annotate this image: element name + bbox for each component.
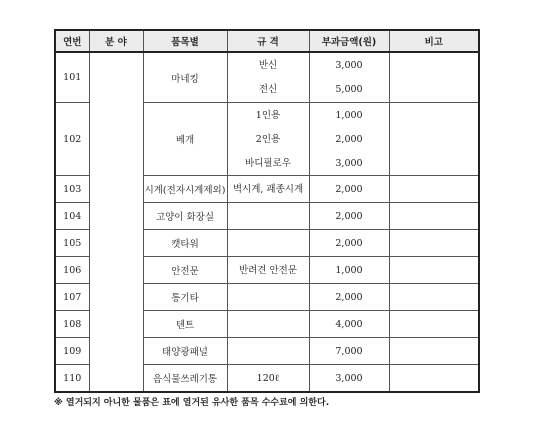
cell-fee bbox=[309, 52, 389, 103]
table-body bbox=[55, 52, 479, 392]
cell-fee-value: 5,000 bbox=[335, 84, 363, 96]
cell-fee bbox=[309, 176, 389, 203]
header-no: 연번 bbox=[55, 30, 89, 52]
cell-item: 시계(전자시계제외) bbox=[143, 176, 227, 203]
cell-no: 105 bbox=[55, 230, 89, 257]
cell-fee-value: 4,000 bbox=[335, 318, 363, 330]
cell-spec bbox=[227, 103, 309, 176]
cell-no: 110 bbox=[55, 365, 89, 393]
cell-spec-value: 전신 bbox=[258, 84, 278, 96]
cell-item: 마네킹 bbox=[143, 52, 227, 103]
cell-fee-value: 1,000 bbox=[335, 264, 363, 276]
cell-fee-value: 3,000 bbox=[335, 157, 363, 169]
header-item: 품목별 bbox=[143, 30, 227, 52]
cell-item: 베개 bbox=[143, 103, 227, 176]
cell-spec-value: 벽시계, 괘종시계 bbox=[232, 183, 304, 195]
cell-spec-value: 2인용 bbox=[255, 133, 281, 145]
cell-note bbox=[389, 52, 479, 103]
cell-item: 텐트 bbox=[143, 311, 227, 338]
cell-item: 통기타 bbox=[143, 284, 227, 311]
cell-no: 101 bbox=[55, 52, 89, 103]
cell-spec-value: 반려견 안전문 bbox=[238, 264, 298, 276]
cell-fee bbox=[309, 365, 389, 393]
cell-fee bbox=[309, 338, 389, 365]
cell-note bbox=[389, 365, 479, 393]
cell-note bbox=[389, 230, 479, 257]
cell-spec bbox=[227, 230, 309, 257]
cell-fee bbox=[309, 103, 389, 176]
header-field: 분 야 bbox=[89, 30, 143, 52]
cell-spec-value: 120ℓ bbox=[256, 372, 280, 384]
cell-spec bbox=[227, 176, 309, 203]
cell-fee-value: 2,000 bbox=[335, 210, 363, 222]
cell-fee-value: 3,000 bbox=[335, 372, 363, 384]
cell-spec-value: 1인용 bbox=[255, 109, 281, 121]
header-spec: 규 격 bbox=[227, 30, 309, 52]
cell-note bbox=[389, 284, 479, 311]
cell-spec bbox=[227, 365, 309, 393]
table-row bbox=[55, 52, 479, 103]
cell-spec bbox=[227, 257, 309, 284]
cell-fee-value: 3,000 bbox=[335, 59, 363, 71]
cell-fee bbox=[309, 311, 389, 338]
cell-spec-value: 반신 bbox=[258, 59, 278, 71]
cell-fee-value: 2,000 bbox=[335, 133, 363, 145]
cell-note bbox=[389, 103, 479, 176]
cell-note bbox=[389, 338, 479, 365]
cell-no: 107 bbox=[55, 284, 89, 311]
cell-item: 안전문 bbox=[143, 257, 227, 284]
cell-note bbox=[389, 203, 479, 230]
cell-fee bbox=[309, 257, 389, 284]
header-note: 비고 bbox=[389, 30, 479, 52]
cell-fee bbox=[309, 230, 389, 257]
cell-note bbox=[389, 311, 479, 338]
cell-spec bbox=[227, 311, 309, 338]
cell-no: 108 bbox=[55, 311, 89, 338]
cell-item: 고양이 화장실 bbox=[143, 203, 227, 230]
cell-field bbox=[89, 52, 143, 392]
cell-spec-value: 바디필로우 bbox=[245, 157, 291, 169]
cell-no: 103 bbox=[55, 176, 89, 203]
cell-spec bbox=[227, 52, 309, 103]
cell-fee bbox=[309, 203, 389, 230]
cell-fee-value: 7,000 bbox=[335, 345, 363, 357]
cell-fee bbox=[309, 284, 389, 311]
cell-item: 태양광패널 bbox=[143, 338, 227, 365]
cell-note bbox=[389, 257, 479, 284]
cell-item: 캣타워 bbox=[143, 230, 227, 257]
cell-item: 음식물쓰레기통 bbox=[143, 365, 227, 393]
cell-note bbox=[389, 176, 479, 203]
cell-no: 106 bbox=[55, 257, 89, 284]
cell-spec bbox=[227, 284, 309, 311]
fee-document bbox=[54, 29, 478, 408]
cell-fee-value: 2,000 bbox=[335, 237, 363, 249]
cell-no: 104 bbox=[55, 203, 89, 230]
table-header bbox=[55, 30, 479, 52]
cell-fee-value: 2,000 bbox=[335, 183, 363, 195]
footnote: ※ 열거되지 아니한 물품은 표에 열거된 유사한 품목 수수료에 의한다. bbox=[54, 398, 330, 408]
fee-table bbox=[54, 29, 480, 393]
header-fee: 부과금액(원) bbox=[309, 30, 389, 52]
cell-spec bbox=[227, 338, 309, 365]
cell-no: 109 bbox=[55, 338, 89, 365]
cell-fee-value: 1,000 bbox=[335, 109, 363, 121]
cell-spec bbox=[227, 203, 309, 230]
cell-no: 102 bbox=[55, 103, 89, 176]
cell-fee-value: 2,000 bbox=[335, 291, 363, 303]
